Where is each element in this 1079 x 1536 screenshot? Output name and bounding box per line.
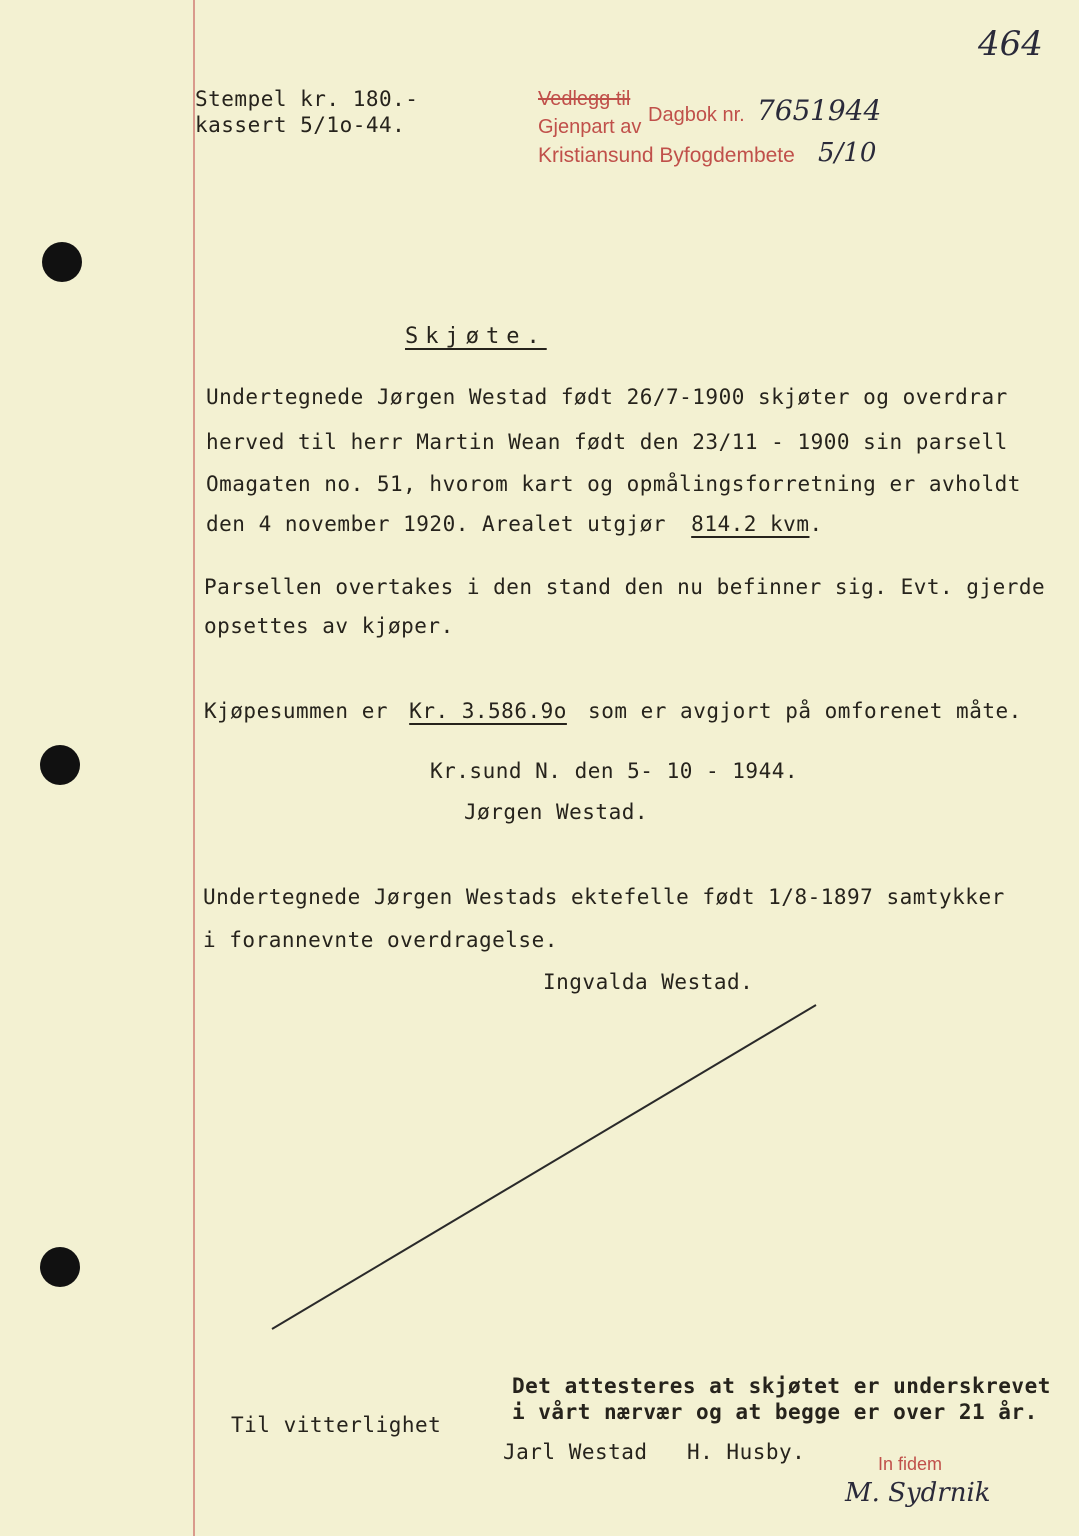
place-date: Kr.sund N. den 5- 10 - 1944. (430, 759, 799, 783)
paragraph2-line1: Parsellen overtakes i den stand den nu befinner sig. Evt. gjerde (204, 575, 1046, 599)
paragraph1-line3: Omagaten no. 51, hvorom kart og opmålingsforretning er avholdt (206, 472, 1021, 496)
stamp-gjenpart: Gjenpart av (538, 116, 642, 138)
in-fidem-stamp: In fidem (878, 1454, 943, 1474)
paragraph1-line1: Undertegnede Jørgen Westad født 26/7-1900 skjøter og overdrar (206, 385, 1008, 409)
page-number: 464 (978, 24, 1043, 64)
witness-names: Jarl Westad H. Husby. (503, 1440, 806, 1464)
area-value: 814.2 kvm (691, 512, 810, 536)
dagbok-year: 1944 (810, 94, 882, 127)
signer-seller: Jørgen Westad. (464, 800, 649, 824)
attestation-line2: i vårt nærvær og at begge er over 21 år. (512, 1400, 1038, 1424)
area-prefix: den 4 november 1920. Arealet utgjør (206, 512, 667, 536)
witness-label: Til vitterlighet (231, 1413, 442, 1437)
official-signature: M. Sydrnik (845, 1478, 991, 1508)
signer-spouse: Ingvalda Westad. (543, 970, 754, 994)
area-suffix: . (809, 512, 823, 536)
paragraph4-line1: Undertegnede Jørgen Westads ektefelle født 1/8-1897 samtykker (203, 885, 1005, 909)
stamp-fee-line: Stempel kr. 180.- (195, 87, 419, 111)
purchase-suffix: som er avgjort på omforenet måte. (588, 699, 1022, 723)
paragraph4-line2: i forannevnte overdragelse. (203, 928, 558, 952)
purchase-prefix: Kjøpesummen er (204, 699, 389, 723)
purchase-amount: Kr. 3.586.9o (409, 699, 567, 723)
paragraph1-line2: herved til herr Martin Wean født den 23/11 - 1900 sin parsell (206, 430, 1008, 454)
document-title: Skjøte. (405, 324, 547, 349)
stamp-dagbok-label: Dagbok nr. (648, 104, 745, 126)
attestation-line1: Det attesteres at skjøtet er underskrevet (512, 1374, 1051, 1398)
cancelled-date-line: kassert 5/1o-44. (195, 113, 406, 137)
stamp-office: Kristiansund Byfogdembete (538, 144, 795, 167)
paragraph2-line2: opsettes av kjøper. (204, 614, 454, 638)
stamp-date-handwritten: 5/10 (818, 138, 877, 168)
dagbok-number: 765 (757, 94, 811, 127)
stamp-vedlegg: Vedlegg til (538, 88, 631, 110)
